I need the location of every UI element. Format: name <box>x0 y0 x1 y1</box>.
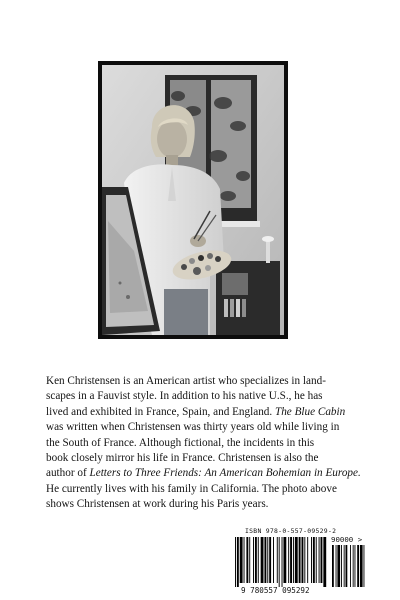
barcode-bar <box>299 537 301 583</box>
barcode-bar <box>269 537 271 583</box>
barcode-bar <box>283 537 286 583</box>
barcode-bar <box>288 537 289 583</box>
bio-line-text: lived and exhibited in France, Spain, and England. <box>46 405 275 418</box>
barcode-addon-bar <box>364 545 365 587</box>
barcode-addon-bar <box>344 545 345 587</box>
barcode-addon-bar <box>332 545 334 587</box>
author-photo <box>98 61 288 339</box>
author-bio <box>46 374 361 513</box>
barcode-bar <box>290 537 292 583</box>
barcode-bar <box>273 537 274 583</box>
book-title-blue-cabin: The Blue Cabin <box>274 405 346 418</box>
bio-line: was written when Christensen was thirty years old while living in <box>46 421 340 434</box>
book-title-letters: Letters to Three Friends: An American Bohemian in Europe. <box>89 467 361 480</box>
bio-line: He currently lives with his family in California. The photo above <box>46 482 337 495</box>
barcode-bar <box>302 537 304 583</box>
addon-digits: 90000 > <box>331 535 363 544</box>
barcode-bar <box>295 537 298 583</box>
bio-line: the South of France. Although fictional, the incidents in this <box>46 436 315 449</box>
barcode-bar <box>255 537 257 583</box>
barcode-addon-bar <box>355 545 356 587</box>
barcode-bar <box>307 537 308 583</box>
barcode-bar <box>279 537 280 587</box>
barcode-addon-bar <box>360 545 363 587</box>
barcode-bar <box>323 537 326 587</box>
bio-line <box>46 466 361 481</box>
barcode-bar <box>258 537 259 583</box>
barcode-bar <box>249 537 250 583</box>
ean-digits: 9 780557 095292 <box>241 586 310 595</box>
barcode-bar <box>261 537 264 583</box>
isbn-barcode-block <box>233 527 373 595</box>
barcode-addon-bar <box>357 545 359 587</box>
barcode-bar <box>321 537 323 583</box>
barcode-addon-bar <box>346 545 348 587</box>
author-photo-artwork <box>98 61 288 339</box>
bio-line: shows Christensen at work during his Paris years. <box>46 498 269 511</box>
barcode-bar <box>304 537 305 583</box>
barcode-addon-bar <box>353 545 354 587</box>
barcode-bar <box>267 537 268 583</box>
barcode-bar <box>244 537 245 583</box>
barcode-bar <box>319 537 320 583</box>
barcode-addon-bar <box>341 545 342 587</box>
barcode-bar <box>237 537 239 587</box>
barcode-bar <box>240 537 243 583</box>
barcode-addon-bar <box>336 545 337 587</box>
bio-line: scapes in a Fauvist style. In addition to his native U.S., he has <box>46 390 323 403</box>
barcode-addon-bar <box>337 545 340 587</box>
bio-line: Ken Christensen is an American artist who specializes in land- <box>46 375 326 387</box>
isbn-label: ISBN 978-0-557-09529-2 <box>245 527 337 535</box>
barcode-bar <box>253 537 254 583</box>
bio-line <box>46 405 356 420</box>
barcode-bar <box>311 537 312 583</box>
barcode-bar <box>282 537 283 587</box>
bio-line: book closely mirror his life in France. Christensen is also the <box>46 452 319 465</box>
barcode-bar <box>313 537 315 583</box>
barcode-bar <box>264 537 266 583</box>
barcode-bar <box>277 537 278 583</box>
barcode-addon-bar <box>350 545 351 587</box>
bio-line-text: author of <box>46 467 90 480</box>
barcode-bar <box>235 537 236 587</box>
barcode-bar <box>246 537 248 583</box>
barcode-bar <box>316 537 317 583</box>
barcode-bar <box>293 537 294 583</box>
